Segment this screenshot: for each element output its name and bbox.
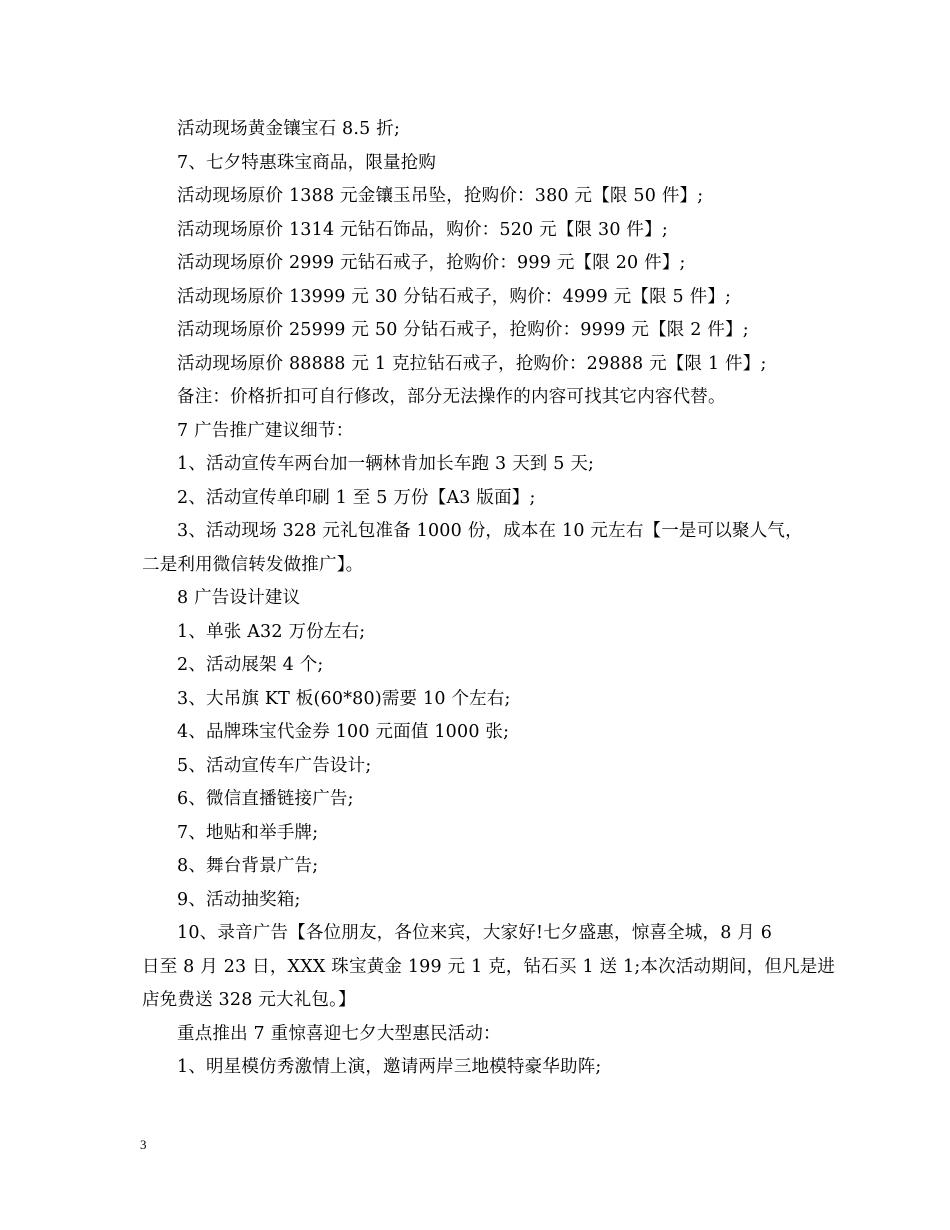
text-line: 重点推出 7 重惊喜迎七夕大型惠民活动： [177, 1023, 501, 1044]
text-line: 9、活动抽奖箱; [177, 889, 301, 910]
text-line: 活动现场原价 88888 元 1 克拉钻石戒子，抢购价：29888 元【限 1 件】; [177, 353, 767, 374]
text-line: 8 广告设计建议 [177, 588, 301, 608]
text-line: 8、舞台背景广告; [177, 856, 319, 876]
text-line: 7 广告推广建议细节： [177, 420, 354, 441]
text-line: 5、活动宣传车广告设计; [177, 755, 372, 776]
text-line: 1、单张 A32 万份左右; [177, 621, 366, 642]
text-line: 3、活动现场 328 元礼包准备 1000 份，成本在 10 元左右【一是可以聚人气， [177, 521, 803, 541]
text-line: 二是利用微信转发做推广】。 [142, 554, 364, 575]
document-body [142, 113, 836, 1085]
text-line: 10、录音广告【各位朋友，各位来宾，大家好!七夕盛惠，惊喜全城，8 月 6 [177, 923, 773, 943]
text-line: 备注：价格折扣可自行修改，部分无法操作的内容可找其它内容代替。 [177, 387, 726, 407]
text-line: 活动现场原价 13999 元 30 分钻石戒子，购价：4999 元【限 5 件】; [177, 286, 732, 307]
text-line: 活动现场原价 25999 元 50 分钻石戒子，抢购价：9999 元【限 2 件】; [177, 320, 749, 340]
text-line: 7、七夕特惠珠宝商品，限量抢购 [177, 152, 437, 173]
text-line: 活动现场原价 1314 元钻石饰品，购价：520 元【限 30 件】; [177, 219, 668, 240]
text-line: 店免费送 328 元大礼包。】 [142, 990, 356, 1010]
text-line: 活动现场原价 1388 元金镶玉吊坠，抢购价：380 元【限 50 件】; [177, 186, 704, 206]
page-number: 3 [140, 1137, 147, 1152]
text-line: 活动现场原价 2999 元钻石戒子，抢购价：999 元【限 20 件】; [177, 253, 686, 273]
text-line: 7、地贴和举手牌; [177, 822, 319, 843]
text-line: 1、活动宣传车两台加一辆林肯加长车跑 3 天到 5 天; [177, 454, 595, 474]
text-line: 1、明星模仿秀激情上演，邀请两岸三地模特豪华助阵; [177, 1057, 602, 1077]
text-line: 4、品牌珠宝代金券 100 元面值 1000 张; [177, 722, 510, 742]
text-line: 2、活动宣传单印刷 1 至 5 万份【A3 版面】; [177, 487, 536, 508]
text-line: 2、活动展架 4 个; [177, 655, 324, 675]
text-line: 日至 8 月 23 日，XXX 珠宝黄金 199 元 1 克，钻石买 1 送 1;本次活动期间，但凡是进 [142, 956, 836, 977]
text-line: 6、微信直播链接广告; [177, 789, 354, 809]
text-line: 3、大吊旗 KT 板(60*80)需要 10 个左右; [177, 688, 511, 709]
text-line: 活动现场黄金镶宝石 8.5 折; [177, 119, 401, 139]
